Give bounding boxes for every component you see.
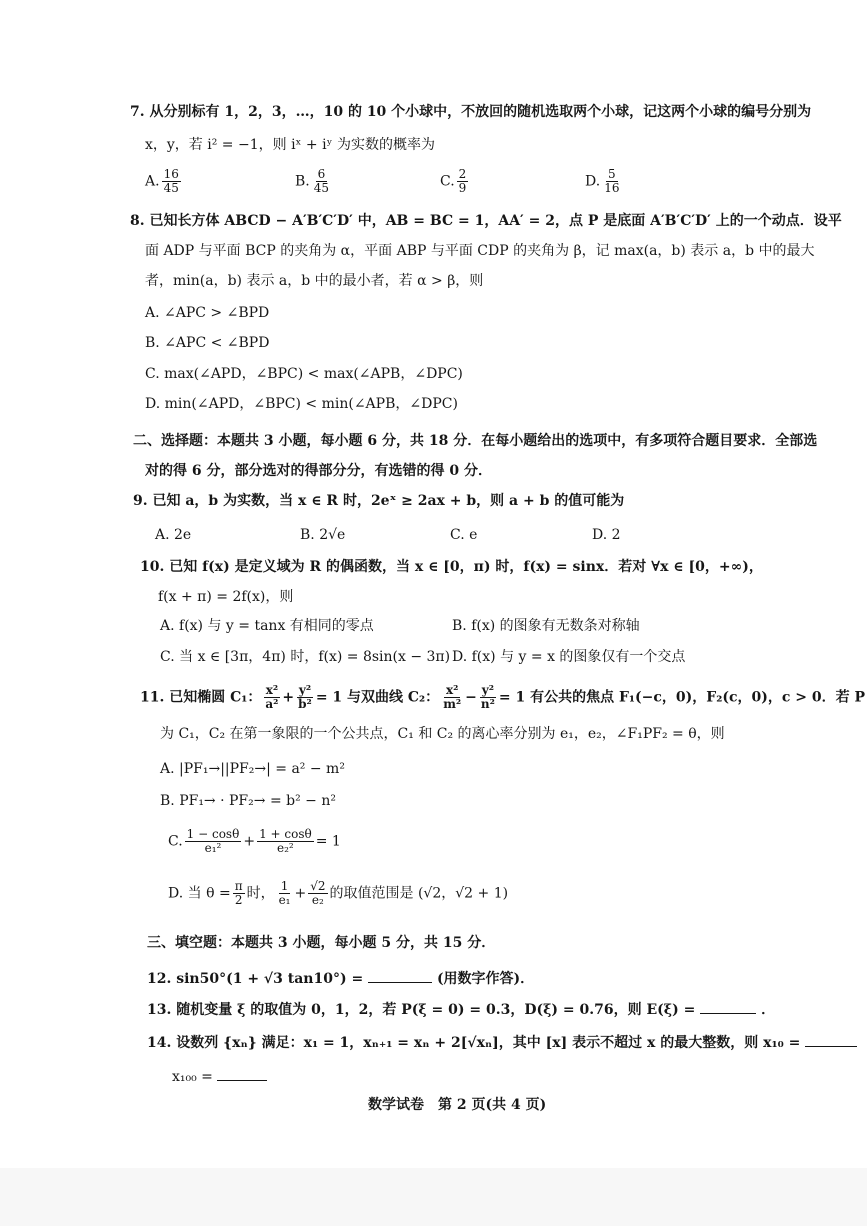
q13-answer-blank[interactable] (700, 999, 756, 1014)
q9-option-b: B. 2√e (300, 527, 346, 543)
q11-stem-line1: 11. 已知椭圆 C₁： $\frac{\text{x²}}{\text{a²}}$ + $\frac{\text{y²}}{\text{b²}}$ = 1 与双曲线 C₂： $\frac{\text{x²}}{\text{m²}}$ − $\frac{\text{y²}}{\text{n²}}$ = 1 有公共的焦点 F₁(−c，0)，F₂(c，0)，c > 0．若 P (140, 683, 865, 711)
q14-stem-line2: x₁₀₀ = (172, 1066, 267, 1086)
q11-stem-line2: 为 C₁，C₂ 在第一象限的一个公共点，C₁ 和 C₂ 的离心率分别为 e₁，e₂，∠F₁PF₂ = θ，则 (160, 726, 725, 742)
q7-option-d: D. $\frac{5}{16}$ (585, 167, 620, 195)
q11-option-d: D. 当 θ = $\frac{\pi}{2}$ 时， $\frac{1}{\text{e₁}}$ + $\frac{√2}{\text{e₂}}$ 的取值范围是 (√2，√2 + 1) (168, 879, 509, 907)
q8-stem-line2: 面 ADP 与平面 BCP 的夹角为 α，平面 ABP 与平面 CDP 的夹角为 β，记 max(a，b) 表示 a，b 中的最大 (145, 243, 815, 259)
q14-x10-answer-blank[interactable] (805, 1032, 857, 1047)
q7-stem-line2: x，y，若 i² = −1，则 iˣ + iʸ 为实数的概率为 (145, 137, 435, 153)
section-2-heading-line2: 对的得 6 分，部分选对的得部分分，有选错的得 0 分． (145, 463, 492, 479)
q7-option-c: C. $\frac{2}{9}$ (440, 167, 467, 195)
q9-option-c: C. e (450, 527, 478, 543)
q9-option-d: D. 2 (592, 527, 621, 543)
q8-option-d: D. min(∠APD，∠BPC) < min(∠APB，∠DPC) (145, 396, 458, 412)
q7-option-b: B. $\frac{6}{45}$ (295, 167, 330, 195)
q10-stem-line2: f(x + π) = 2f(x)，则 (158, 589, 294, 605)
q8-option-c: C. max(∠APD，∠BPC) < max(∠APB，∠DPC) (145, 366, 463, 382)
q14-stem-line1: 14. 设数列 {xₙ} 满足：x₁ = 1，xₙ₊₁ = xₙ + 2[√xₙ]，其中 [x] 表示不超过 x 的最大整数，则 x₁₀ = (147, 1032, 857, 1052)
q10-option-d: D. f(x) 与 y = x 的图象仅有一个交点 (452, 649, 686, 665)
section-3-heading: 三、填空题：本题共 3 小题，每小题 5 分，共 15 分． (147, 935, 496, 951)
q8-option-b: B. ∠APC < ∠BPD (145, 335, 270, 351)
q8-option-a: A. ∠APC > ∠BPD (145, 305, 270, 321)
q13-stem: 13. 随机变量 ξ 的取值为 0，1，2，若 P(ξ = 0) = 0.3，D(ξ) = 0.76，则 E(ξ) = ． (147, 999, 775, 1019)
q9-stem: 9. 已知 a，b 为实数，当 x ∈ R 时，2eˣ ≥ 2ax + b，则 a + b 的值可能为 (133, 493, 625, 509)
q7-option-a: A. $\frac{16}{45}$ (145, 167, 179, 195)
q12-answer-blank[interactable] (368, 968, 432, 983)
q8-stem-line3: 者，min(a，b) 表示 a，b 中的最小者，若 α > β，则 (145, 273, 484, 289)
q10-option-b: B. f(x) 的图象有无数条对称轴 (452, 618, 640, 634)
q10-option-a: A. f(x) 与 y = tanx 有相同的零点 (160, 618, 374, 634)
page-footer: 数学试卷 第 2 页(共 4 页) (368, 1097, 547, 1113)
scan-bottom-edge (0, 1168, 867, 1226)
section-2-heading: 二、选择题：本题共 3 小题，每小题 6 分，共 18 分．在每小题给出的选项中，有多项符合题目要求．全部选 (133, 433, 818, 449)
q11-option-b: B. PF₁→ · PF₂→ = b² − n² (160, 793, 336, 809)
q9-option-a: A. 2e (155, 527, 192, 543)
q10-option-c: C. 当 x ∈ [3π，4π) 时，f(x) = 8sin(x − 3π) (160, 649, 451, 665)
q11-option-a: A. |PF₁→||PF₂→| = a² − m² (160, 761, 345, 777)
q7-stem-line1: 7. 从分别标有 1，2，3，…，10 的 10 个小球中，不放回的随机选取两个小球，记这两个小球的编号分别为 (130, 104, 812, 120)
q10-stem-line1: 10. 已知 f(x) 是定义域为 R 的偶函数，当 x ∈ [0，π) 时，f(x) = sinx．若对 ∀x ∈ [0，+∞)， (140, 559, 763, 575)
q14-x100-answer-blank[interactable] (217, 1066, 267, 1081)
q8-stem-line1: 8. 已知长方体 ABCD − A′B′C′D′ 中，AB = BC = 1，AA′ = 2，点 P 是底面 A′B′C′D′ 上的一个动点．设平 (130, 213, 842, 229)
q11-option-c: C. $\frac{1 - \cos\theta}{\text{e₁²}}$ + $\frac{1 + \cos\theta}{\text{e₂²}}$ = 1 (168, 827, 341, 855)
q12-stem: 12. sin50°(1 + √3 tan10°) = (用数字作答)． (147, 968, 534, 988)
